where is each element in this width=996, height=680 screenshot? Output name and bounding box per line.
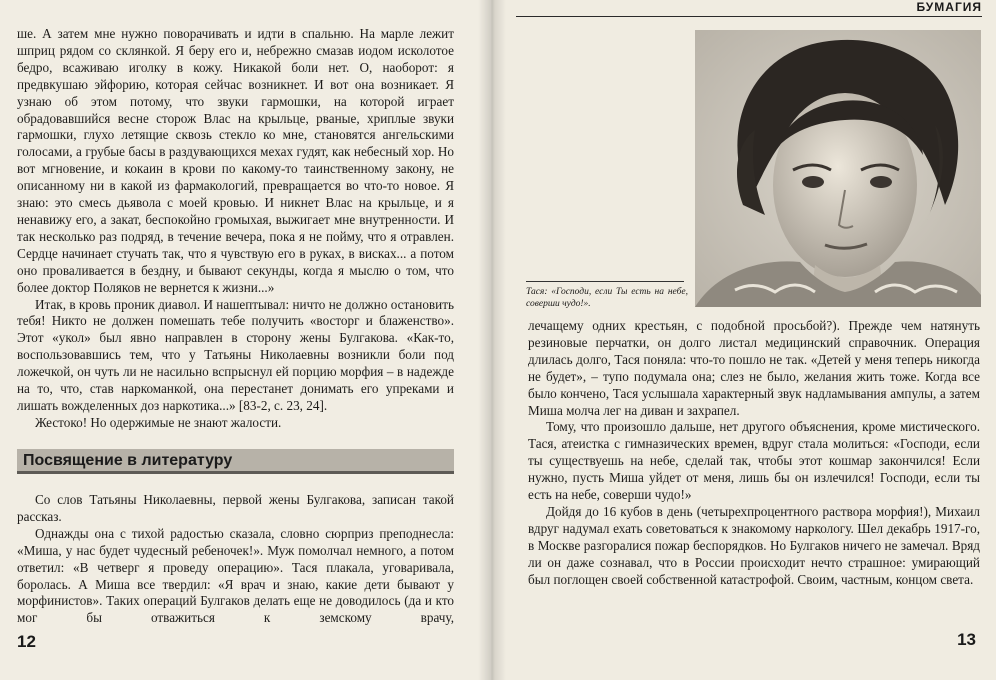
paragraph: Дойдя до 16 кубов в день (четырехпроцентного раствора морфия!), Михаил вдруг надумал ехать советоваться к знакомому наркологу. Шел декабрь 1917-го, в Москве разгоралися пожар беспорядков. Но Булгаков ничего не замечал. Вряд ли он даже сознавал, что в России происходит нечто страшное: умирающий был поглощен своей собственной катастрофой. Своим, частным, концом света. [528,503,980,587]
paragraph: лечащему одних крестьян, с подобной просьбой?). Прежде чем натянуть резиновые перчатки, он долго листал медицинский справочник. Операция длилась долго, Тася поняла: что-то пошло не так. «Детей у меня теперь никогда не будет», – тупо подумала она; слез не было, желания жить тоже. Когда все было кончено, Тася услышала характерный звук надламывания ампулы, а затем Миша молча лег на диван и захрапел. [528,318,980,418]
left-body-top [17,26,454,432]
running-head: БУМАГИЯ [916,0,982,14]
right-body [528,318,980,589]
paragraph: Со слов Татьяны Николаевны, первой жены Булгакова, записан такой рассказ. [17,492,454,524]
page-number-right: 13 [957,630,976,649]
left-page [0,0,492,680]
header-rule [516,16,982,17]
book-gutter [478,0,506,680]
page-number-left: 12 [17,632,36,651]
portrait-photo [695,30,981,307]
paragraph: Тому, что произошло дальше, нет другого объяснения, кроме мистического. Тася, атеистка с гимназических времен, вдруг стала молиться: «Господи, если ты существуешь на небе, сделай так, чтобы этот кошмар закончился! Если нужно, пусть Миша уйдет от меня, лишь бы он излечился! Господи, если ты есть на небе, соверши чудо!» [528,419,980,503]
paragraph: Жестоко! Но одержимые не знают жалости. [35,414,282,430]
right-page [492,0,996,680]
photo-caption: Тася: «Господи, если Ты есть на небе, соверши чудо!». [526,287,688,309]
paragraph: Однажды она с тихой радостью сказала, словно сюрприз преподнесла: «Миша, у нас будет чудесный ребеночек!». Муж помолчал немного, а потом ответил: «В четверг я проведу операцию». Тася плакала, уговаривала, боролась. А Миша все твердил: «Я врач и знаю, какие дети бывают у морфинистов». Таких операций Булгаков делать еще не доводилось (да и кто мог бы отважиться к земскому врачу, [17,525,454,626]
paragraph: ше. А затем мне нужно поворачивать и идти в спальню. На марле лежит шприц рядом со склянкой. Я беру его и, небрежно смазав иодом исколотое бедро, всаживаю иголку в кожу. Никакой боли нет. О, наоборот: я предвкушаю эйфорию, которая сейчас возникнет. И вот она возникает. Я узнаю об этом потому, что звуки гармошки, на которой играет обрадовавшийся весне сторож Влас на крыльце, рваные, хриплые звуки гармошки, глухо летящие сквозь стекло ко мне, становятся ангельскими голосами, а грубые басы в раздувающихся мехах гудят, как небесный хор. Но вот мгновение, и кокаин в крови по какому-то таинственному закону, не описанному ни в какой из фармакологий, превращается во что-то новое. Я знаю: это смесь дьявола с моей кровью. И никнет Влас на крыльце, и я ненавижу его, а закат, беспокойно громыхая, выжигает мне внутренности. И так несколько раз подряд, в течение вечера, пока я не пойму, что я отравлен. Сердце начинает стучать так, что я чувствую его в руках, в висках... а потом оно проваливается в бездну, и бывают секунды, когда я мыслю о том, что более доктор Поляков не вернется к жизни...» [17,26,454,295]
portrait-illustration [695,30,981,307]
left-body-bottom [17,492,454,627]
section-heading: Посвящение в литературу [17,449,454,474]
paragraph: Итак, в кровь проник диавол. И нашептывал: ничто не должно остановить тебя! Никто не должен помешать тебе получить «восторг и блаженство». Этот «укол» был явно направлен в сторону жены Булгакова. «Как-то, воспользовавшись тем, что у Татьяны Николаевны возникли боли под ложечкой, он чуть ли не насильно вспрыснул ей порцию морфия – в надежде на то, что, став наркоманкой, она перестанет донимать его упреками и лишать вожделенных доз наркотика...» [83-2, с. 23, 24]. [17,296,454,413]
caption-rule [526,281,684,282]
